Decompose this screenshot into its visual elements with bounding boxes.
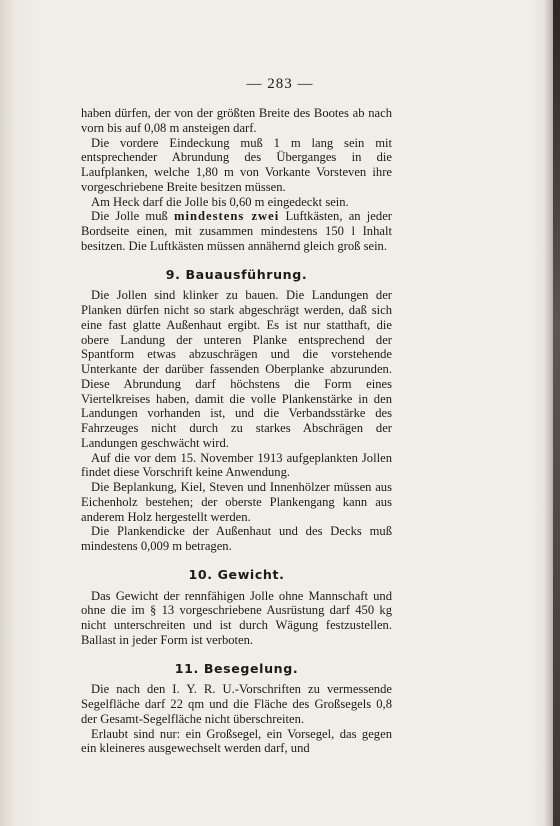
emphasis-text: mindestens zwei	[174, 209, 280, 224]
paragraph: Am Heck darf die Jolle bis 0,60 m eingedeckt sein.	[91, 194, 349, 209]
text-run: Luftkästen, an jeder Bordseite einen, mit zusammen mindestens 150 l Inhalt besitzen. Die Luftkästen müssen annähernd gleich groß sein.	[81, 209, 392, 253]
paragraph: Das Gewicht der rennfähigen Jolle ohne Mannschaft und ohne die im § 13 vorgeschriebene Ausrüstung darf 450 kg nicht unterschreiten und ist durch Wägung festzustellen. Ballast in jeder Form ist verboten.	[81, 588, 392, 647]
paragraph: Die nach den I. Y. R. U.-Vorschriften zu vermessende Segelfläche darf 22 qm und die Fläche des Großsegels 0,8 der Gesamt-Segelfläche nicht überschreiten.	[81, 682, 392, 726]
section-heading-9: 9. Bauausführung.	[165, 266, 308, 282]
paragraph: Die Plankendicke der Außenhaut und des Decks muß mindestens 0,009 m betragen.	[81, 524, 392, 553]
paragraph: Auf die vor dem 15. November 1913 aufgeplankten Jollen findet diese Vorschrift keine Anwendung.	[81, 450, 392, 480]
paragraph: Die Jollen sind klinker zu bauen. Die Landungen der Planken dürfen nicht so stark abgeschrägt werden, daß sich eine fast glatte Außenhaut ergibt. Es ist nur statthaft, die obere Landung der unteren Planke entsprechend der Spantform etwas abzuschrägen und die vorstehende Unterkante der darüber fassenden Oberplanke abzurunden. Diese Abrundung darf höchstens die Form eines Viertelkreises haben, damit die volle Plankenstärke in den Landungen vorhanden ist, und die Verbandsstärke des Fahrzeuges nicht durch zu starkes Abschrägen der Landungen geschwächt wird.	[81, 288, 392, 450]
text-run: Die Jolle muß	[91, 209, 175, 224]
paragraph-luftkaesten	[81, 209, 392, 253]
page-body	[81, 106, 392, 756]
page-number: — 283 —	[246, 76, 314, 92]
page-edge-shadow	[553, 0, 560, 826]
paragraph: Erlaubt sind nur: ein Großsegel, ein Vorsegel, das gegen ein kleineres ausgewechselt werden darf, und	[81, 726, 392, 756]
paragraph: Die Beplankung, Kiel, Steven und Innenhölzer müssen aus Eichenholz bestehen; der oberste Plankengang kann aus anderem Holz hergestellt werden.	[81, 480, 392, 524]
paragraph: haben dürfen, der von der größten Breite des Bootes ab nach vorn bis auf 0,08 m ansteigen darf.	[81, 106, 392, 135]
section-heading-11: 11. Besegelung.	[174, 660, 299, 676]
section-heading-10: 10. Gewicht.	[188, 566, 285, 582]
paragraph: Die vordere Eindeckung muß 1 m lang sein mit entsprechender Abrundung des Überganges in die Laufplanken, welche 1,80 m von Vorkante Vorsteven ihre vorgeschriebene Breite besitzen müssen.	[81, 135, 392, 194]
